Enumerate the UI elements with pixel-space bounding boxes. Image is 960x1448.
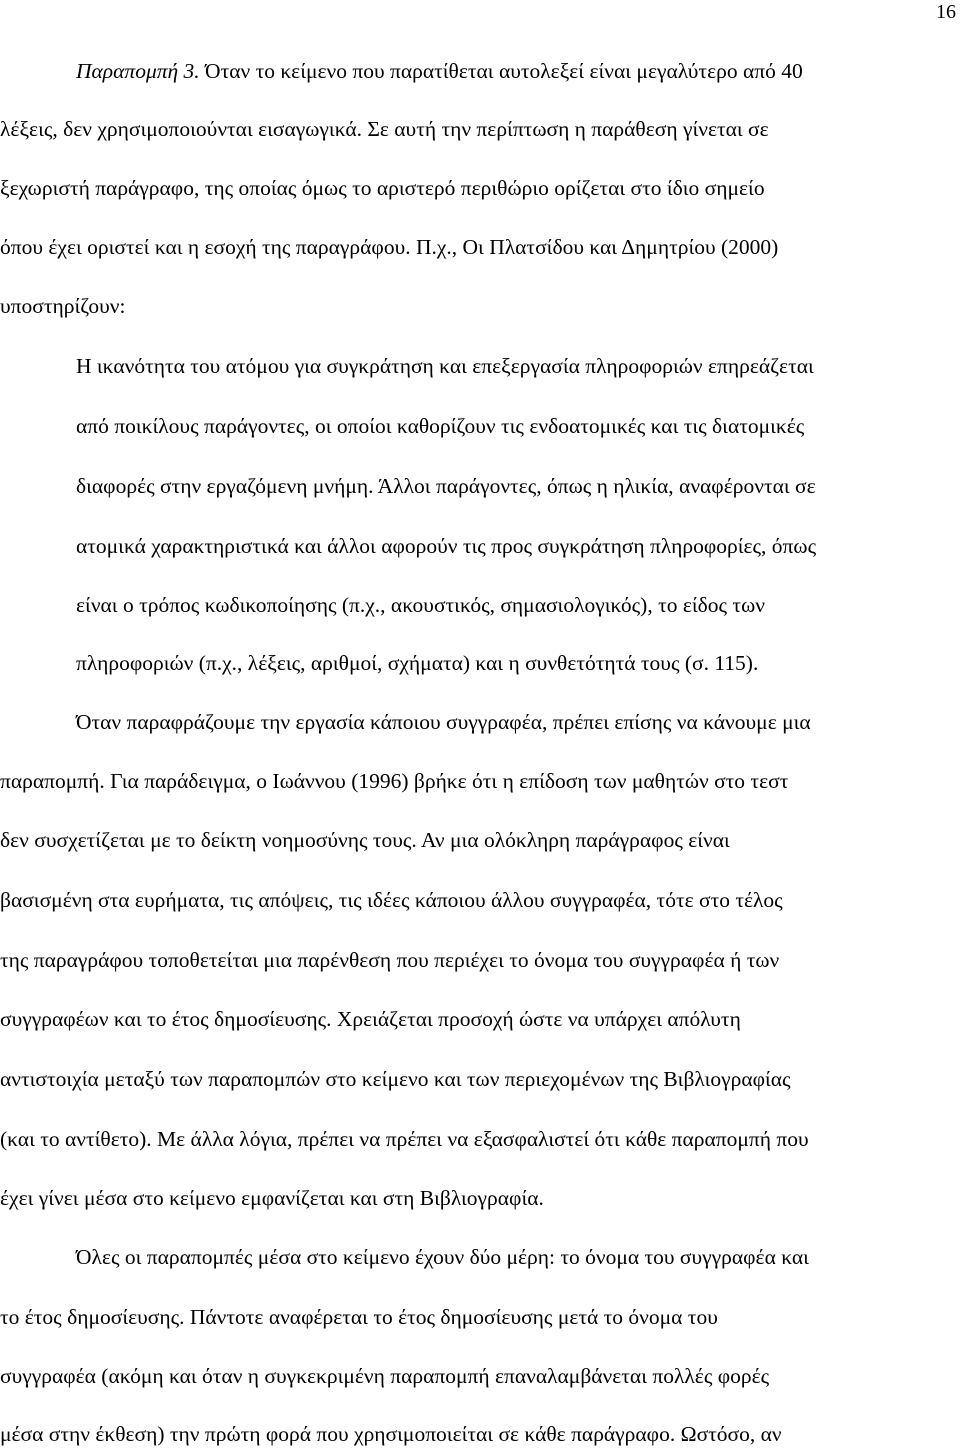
paragraph-line: έχει γίνει μέσα στο κείμενο εμφανίζεται και στη Βιβλιογραφία.	[0, 1186, 544, 1210]
paragraph-line	[76, 58, 960, 84]
paragraph-line: της παραγράφου τοποθετείται μια παρένθεση που περιέχει το όνομα του συγγραφέα ή των	[0, 948, 780, 972]
block-quote-line: πληροφοριών (π.χ., λέξεις, αριθμοί, σχήματα) και η συνθετότητά τους (σ. 115).	[76, 651, 759, 675]
block-quote-line: είναι ο τρόπος κωδικοποίησης (π.χ., ακουστικός, σημασιολογικός), το είδος των	[76, 593, 765, 617]
block-quote-line: διαφορές στην εργαζόμενη μνήμη. Άλλοι παράγοντες, όπως η ηλικία, αναφέρονται σε	[76, 474, 816, 498]
paragraph-line: δεν συσχετίζεται με το δείκτη νοημοσύνης τους. Αν μια ολόκληρη παράγραφος είναι	[0, 828, 730, 852]
paragraph-line: συγγραφέων και το έτος δημοσίευσης. Χρειάζεται προσοχή ώστε να υπάρχει απόλυτη	[0, 1007, 741, 1031]
paragraph-line: το έτος δημοσίευσης. Πάντοτε αναφέρεται το έτος δημοσίευσης μετά το όνομα του	[0, 1305, 718, 1329]
paragraph-text: Όταν το κείμενο που παρατίθεται αυτολεξεί είναι μεγαλύτερο από 40	[199, 59, 803, 83]
citation-label: Παραπομπή 3.	[76, 59, 200, 83]
paragraph-line: βασισμένη στα ευρήματα, τις απόψεις, τις ιδέες κάποιου άλλου συγγραφέα, τότε στο τέλος	[0, 888, 783, 912]
paragraph-line: υποστηρίζουν:	[0, 294, 126, 318]
paragraph-line: Όταν παραφράζουμε την εργασία κάποιου συγγραφέα, πρέπει επίσης να κάνουμε μια	[76, 710, 811, 734]
block-quote-line: από ποικίλους παράγοντες, οι οποίοι καθορίζουν τις ενδοατομικές και τις διατομικές	[76, 414, 805, 438]
paragraph-line: όπου έχει οριστεί και η εσοχή της παραγράφου. Π.χ., Οι Πλατσίδου και Δημητρίου (2000)	[0, 235, 779, 259]
paragraph-line: αντιστοιχία μεταξύ των παραπομπών στο κείμενο και των περιεχομένων της Βιβλιογραφίας	[0, 1067, 791, 1091]
block-quote-line: Η ικανότητα του ατόμου για συγκράτηση και επεξεργασία πληροφοριών επηρεάζεται	[76, 354, 814, 378]
paragraph-line: ξεχωριστή παράγραφο, της οποίας όμως το αριστερό περιθώριο ορίζεται στο ίδιο σημείο	[0, 176, 765, 200]
paragraph-line: συγγραφέα (ακόμη και όταν η συγκεκριμένη παραπομπή επαναλαμβάνεται πολλές φορές	[0, 1364, 770, 1388]
paragraph-line: λέξεις, δεν χρησιμοποιούνται εισαγωγικά. Σε αυτή την περίπτωση η παράθεση γίνεται σε	[0, 117, 769, 141]
paragraph-line: (και το αντίθετο). Με άλλα λόγια, πρέπει να πρέπει να εξασφαλιστεί ότι κάθε παραπομπή που	[0, 1127, 809, 1151]
paragraph-line: παραπομπή. Για παράδειγμα, ο Ιωάννου (1996) βρήκε ότι η επίδοση των μαθητών στο τεστ	[0, 769, 789, 793]
block-quote-line: ατομικά χαρακτηριστικά και άλλοι αφορούν τις προς συγκράτηση πληροφορίες, όπως	[76, 534, 817, 558]
paragraph-line: μέσα στην έκθεση) την πρώτη φορά που χρησιμοποιείται σε κάθε παράγραφο. Ωστόσο, αν	[0, 1422, 782, 1446]
paragraph-line: Όλες οι παραπομπές μέσα στο κείμενο έχουν δύο μέρη: το όνομα του συγγραφέα και	[76, 1245, 809, 1269]
page-number: 16	[936, 1, 956, 23]
